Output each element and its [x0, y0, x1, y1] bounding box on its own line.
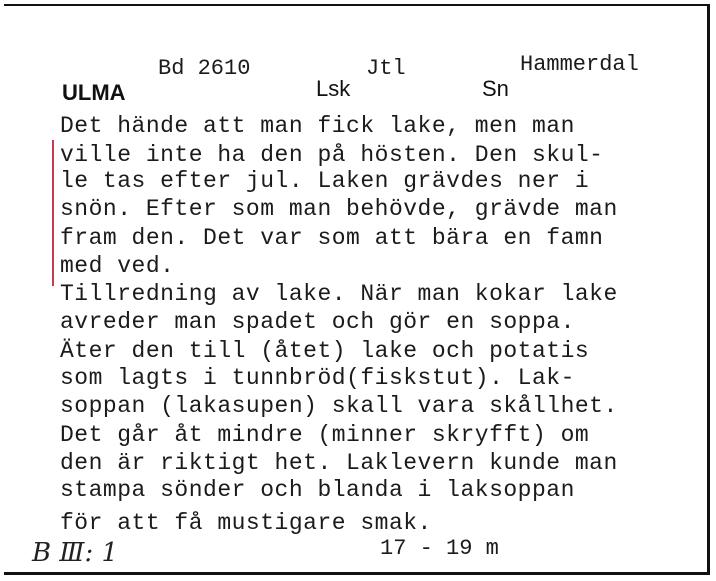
record-code: Bd 2610 [158, 56, 251, 81]
body-line: avreder man spadet och gör en soppa. [60, 309, 575, 335]
lsk-value: Jtl [366, 56, 406, 81]
sn-label: Sn [482, 76, 509, 101]
body-line: med ved. [60, 253, 175, 279]
body-line: snön. Efter som man behövde, grävde man [60, 196, 618, 222]
sn-value: Hammerdal [520, 52, 639, 77]
body-line: soppan (lakasupen) skall vara skållhet. [60, 393, 618, 419]
body-line: le tas efter jul. Laken grävdes ner i [60, 168, 590, 194]
body-line: Äter den till (åtet) lake och potatis [60, 338, 590, 364]
body-line: för att få mustigare smak. [60, 510, 432, 536]
archive-label: ULMA [62, 80, 126, 105]
margin-mark [52, 140, 54, 286]
body-line: stampa sönder och blanda i laksoppan [60, 477, 575, 503]
page-range: 17 - 19 m [380, 536, 499, 561]
handwritten-signature: B Ⅲ: 1 [32, 538, 119, 568]
body-line: Tillredning av lake. När man kokar lake [60, 281, 618, 307]
body-line: ville inte ha den på hösten. Den skul- [60, 142, 604, 168]
body-line: Det går åt mindre (minner skryfft) om [60, 422, 590, 448]
body-line: som lagts i tunnbröd(fiskstut). Lak- [60, 365, 575, 391]
body-line: fram den. Det var som att bära en famn [60, 225, 604, 251]
body-line: Det hände att man fick lake, men man [60, 113, 575, 139]
body-line: den är riktigt het. Laklevern kunde man [60, 450, 618, 476]
lsk-label: Lsk [316, 76, 351, 101]
